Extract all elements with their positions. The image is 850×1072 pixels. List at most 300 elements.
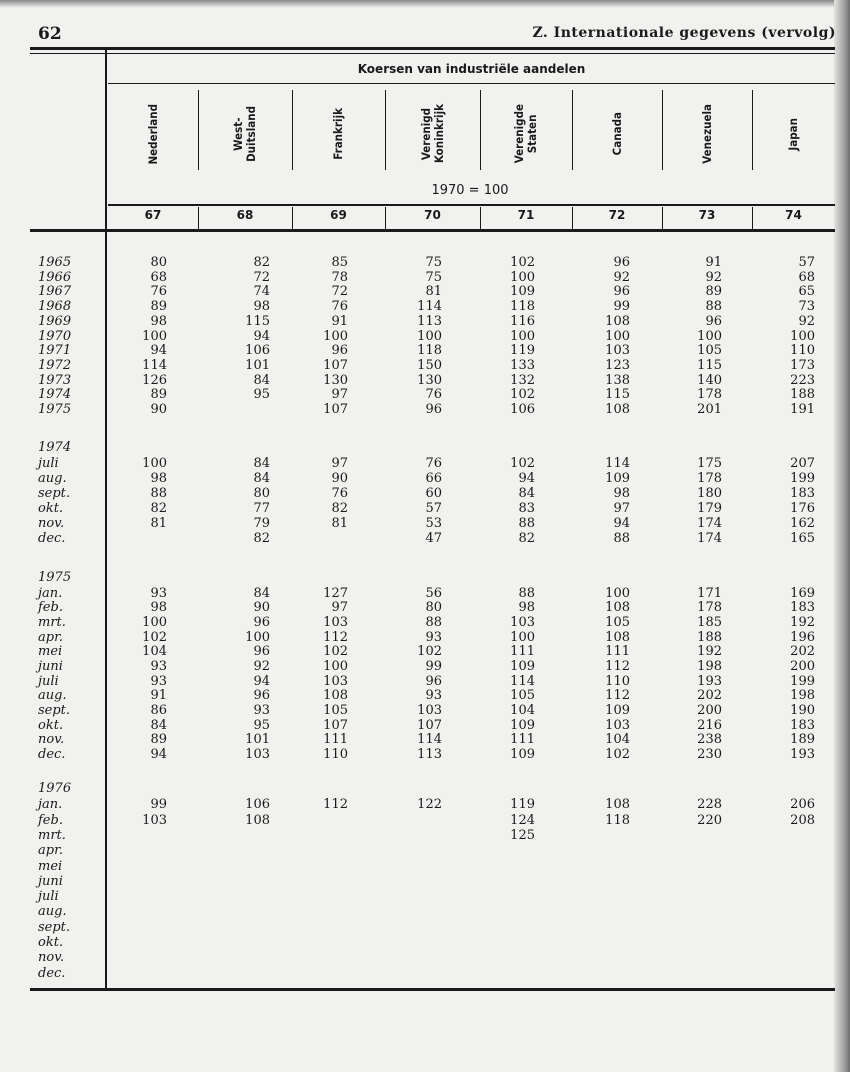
table-cell: 101 — [245, 357, 270, 373]
table-cell: 171 — [697, 585, 722, 601]
table-cell: 80 — [425, 600, 442, 616]
table-cell: 189 — [790, 732, 815, 748]
table-cell: 113 — [417, 313, 442, 329]
table-cell: 202 — [697, 688, 722, 704]
table-cell: 132 — [510, 372, 535, 388]
table-cell: 96 — [331, 343, 348, 359]
table-cell: 94 — [613, 516, 630, 531]
table-cell: 102 — [510, 456, 535, 471]
table-cell: 84 — [518, 486, 535, 501]
table-cell: 102 — [142, 629, 167, 645]
table-cell: 122 — [417, 797, 442, 813]
table-cell: 110 — [790, 343, 815, 359]
row-label: 1975 — [38, 402, 72, 417]
table-cell: 90 — [253, 600, 270, 616]
table-cell: 100 — [323, 328, 348, 344]
row-label: apr. — [38, 843, 63, 859]
table-cell: 75 — [425, 255, 442, 270]
column-header — [752, 88, 835, 180]
table-cell: 109 — [510, 717, 535, 733]
table-cell: 82 — [253, 531, 270, 546]
row-label: okt. — [38, 501, 64, 516]
table-cell: 102 — [417, 644, 442, 660]
column-divider — [662, 90, 663, 170]
row-label: 1971 — [38, 343, 72, 359]
table-cell: 111 — [510, 732, 535, 748]
table-cell: 111 — [510, 644, 535, 660]
table-cell: 97 — [331, 600, 348, 616]
table-cell: 93 — [425, 688, 442, 704]
table-cell: 130 — [323, 372, 348, 388]
table-cell: 57 — [798, 255, 815, 270]
table-cell: 115 — [605, 387, 630, 403]
section-heading: 1974 — [38, 440, 72, 455]
table-cell: 73 — [798, 299, 815, 315]
column-number: 67 — [144, 208, 162, 222]
table-cell: 191 — [790, 402, 815, 417]
table-cell: 100 — [245, 629, 270, 645]
column-number-divider — [198, 207, 199, 229]
table-cell: 96 — [253, 614, 270, 630]
column-header — [108, 88, 198, 180]
column-number: 71 — [517, 208, 535, 222]
table-cell: 169 — [790, 585, 815, 601]
row-label: jan. — [38, 585, 63, 601]
column-divider — [385, 90, 386, 170]
table-cell: 114 — [417, 299, 442, 315]
table-cell: 109 — [510, 284, 535, 300]
column-divider — [292, 90, 293, 170]
table-cell: 60 — [425, 486, 442, 501]
table-cell: 99 — [613, 299, 630, 315]
table-cell: 79 — [253, 516, 270, 531]
table-cell: 109 — [605, 471, 630, 486]
table-cell: 93 — [150, 658, 167, 674]
page-number: 62 — [38, 24, 62, 44]
super-header: Koersen van industriële aandelen — [357, 62, 586, 76]
row-label: dec. — [38, 746, 66, 762]
table-cell: 114 — [417, 732, 442, 748]
table-cell: 102 — [510, 387, 535, 403]
row-label: 1967 — [38, 284, 72, 300]
table-cell: 190 — [790, 702, 815, 718]
table-cell: 174 — [697, 516, 722, 531]
table-cell: 107 — [323, 402, 348, 417]
table-cell: 124 — [510, 812, 535, 828]
table-cell: 86 — [150, 702, 167, 718]
row-label: jan. — [38, 797, 63, 813]
table-cell: 111 — [605, 644, 630, 660]
table-cell: 180 — [697, 486, 722, 501]
table-cell: 208 — [790, 812, 815, 828]
table-cell: 81 — [150, 516, 167, 531]
table-cell: 113 — [417, 746, 442, 762]
scan-top-shadow — [0, 0, 850, 8]
table-cell: 106 — [245, 797, 270, 813]
table-cell: 118 — [605, 812, 630, 828]
row-label: feb. — [38, 600, 63, 616]
table-cell: 108 — [605, 402, 630, 417]
table-cell: 94 — [150, 343, 167, 359]
table-cell: 115 — [697, 357, 722, 373]
table-cell: 98 — [518, 600, 535, 616]
table-cell: 68 — [798, 269, 815, 285]
table-cell: 100 — [605, 328, 630, 344]
table-cell: 108 — [605, 313, 630, 329]
table-cell: 112 — [605, 688, 630, 704]
column-header — [292, 88, 385, 180]
table-cell: 88 — [150, 486, 167, 501]
table-cell: 68 — [150, 269, 167, 285]
table-cell: 81 — [425, 284, 442, 300]
table-cell: 95 — [253, 387, 270, 403]
table-cell: 103 — [245, 746, 270, 762]
table-cell: 183 — [790, 486, 815, 501]
table-cell: 88 — [518, 585, 535, 601]
table-cell: 150 — [417, 357, 442, 373]
table-cell: 173 — [790, 357, 815, 373]
table-cell: 98 — [150, 600, 167, 616]
table-cell: 100 — [510, 269, 535, 285]
table-cell: 126 — [142, 372, 167, 388]
column-divider — [198, 90, 199, 170]
table-cell: 82 — [253, 255, 270, 270]
row-label: juli — [38, 889, 59, 905]
top-rule — [30, 47, 835, 50]
table-cell: 56 — [425, 585, 442, 601]
row-label: mei — [38, 644, 63, 660]
table-cell: 175 — [697, 456, 722, 471]
table-cell: 100 — [510, 328, 535, 344]
row-label: dec. — [38, 531, 66, 546]
table-cell: 90 — [331, 471, 348, 486]
table-cell: 103 — [323, 614, 348, 630]
table-cell: 88 — [613, 531, 630, 546]
table-cell: 76 — [425, 387, 442, 403]
table-cell: 188 — [790, 387, 815, 403]
base-year-note: 1970 = 100 — [431, 183, 509, 198]
table-cell: 162 — [790, 516, 815, 531]
column-number-divider — [662, 207, 663, 229]
table-cell: 198 — [697, 658, 722, 674]
column-number-divider — [752, 207, 753, 229]
table-cell: 74 — [253, 284, 270, 300]
table-cell: 114 — [605, 456, 630, 471]
table-cell: 98 — [613, 486, 630, 501]
table-cell: 178 — [697, 387, 722, 403]
table-cell: 238 — [697, 732, 722, 748]
column-number: 69 — [330, 208, 347, 222]
table-cell: 228 — [697, 797, 722, 813]
table-cell: 96 — [253, 644, 270, 660]
table-cell: 80 — [150, 255, 167, 270]
table-cell: 192 — [697, 644, 722, 660]
table-cell: 94 — [253, 673, 270, 689]
table-cell: 199 — [790, 471, 815, 486]
header-rule — [108, 204, 835, 206]
table-cell: 82 — [150, 501, 167, 516]
bottom-rule — [30, 988, 835, 991]
row-label: sept. — [38, 919, 71, 935]
table-cell: 179 — [697, 501, 722, 516]
table-cell: 97 — [331, 456, 348, 471]
row-label: sept. — [38, 486, 71, 501]
column-header-label: West- Duitsland — [231, 106, 258, 162]
table-cell: 199 — [790, 673, 815, 689]
table-cell: 174 — [697, 531, 722, 546]
table-cell: 107 — [417, 717, 442, 733]
table-cell: 84 — [253, 456, 270, 471]
table-cell: 176 — [790, 501, 815, 516]
table-cell: 103 — [510, 614, 535, 630]
table-cell: 96 — [613, 284, 630, 300]
table-cell: 101 — [245, 732, 270, 748]
table-cell: 76 — [331, 299, 348, 315]
table-cell: 93 — [150, 673, 167, 689]
table-cell: 66 — [425, 471, 442, 486]
table-cell: 89 — [705, 284, 722, 300]
table-cell: 109 — [510, 746, 535, 762]
table-cell: 178 — [697, 600, 722, 616]
row-label: juni — [38, 658, 63, 674]
table-cell: 77 — [253, 501, 270, 516]
table-cell: 92 — [798, 313, 815, 329]
table-cell: 91 — [331, 313, 348, 329]
table-cell: 220 — [697, 812, 722, 828]
table-cell: 91 — [705, 255, 722, 270]
table-cell: 207 — [790, 456, 815, 471]
column-number: 74 — [785, 208, 802, 222]
row-label: 1968 — [38, 299, 72, 315]
table-cell: 94 — [253, 328, 270, 344]
table-cell: 105 — [697, 343, 722, 359]
table-cell: 108 — [605, 797, 630, 813]
table-cell: 84 — [253, 471, 270, 486]
row-label: juli — [38, 673, 59, 689]
table-cell: 80 — [253, 486, 270, 501]
table-cell: 98 — [150, 471, 167, 486]
table-cell: 99 — [150, 797, 167, 813]
table-cell: 216 — [697, 717, 722, 733]
table-cell: 82 — [331, 501, 348, 516]
table-cell: 178 — [697, 471, 722, 486]
top-rule-thin — [30, 53, 835, 54]
table-cell: 105 — [323, 702, 348, 718]
column-number: 70 — [424, 208, 441, 222]
table-cell: 93 — [425, 629, 442, 645]
table-cell: 201 — [697, 402, 722, 417]
section-heading: 1975 — [38, 570, 72, 585]
table-cell: 108 — [323, 688, 348, 704]
table-cell: 94 — [150, 746, 167, 762]
table-cell: 89 — [150, 387, 167, 403]
table-cell: 94 — [518, 471, 535, 486]
column-header-label: Verenigde Staten — [512, 104, 539, 164]
table-cell: 223 — [790, 372, 815, 388]
table-cell: 109 — [510, 658, 535, 674]
row-label: apr. — [38, 629, 63, 645]
table-cell: 125 — [510, 827, 535, 843]
table-cell: 57 — [425, 501, 442, 516]
row-label: 1969 — [38, 313, 72, 329]
table-cell: 103 — [142, 812, 167, 828]
column-header-label: Verenigd Koninkrijk — [418, 104, 446, 164]
table-cell: 103 — [417, 702, 442, 718]
table-cell: 53 — [425, 516, 442, 531]
table-cell: 100 — [323, 658, 348, 674]
table-cell: 92 — [705, 269, 722, 285]
table-cell: 116 — [510, 313, 535, 329]
row-label: nov. — [38, 732, 65, 748]
table-cell: 109 — [605, 702, 630, 718]
table-cell: 104 — [142, 644, 167, 660]
table-cell: 193 — [697, 673, 722, 689]
table-cell: 198 — [790, 688, 815, 704]
table-cell: 89 — [150, 732, 167, 748]
table-cell: 114 — [510, 673, 535, 689]
table-cell: 90 — [150, 402, 167, 417]
row-label: aug. — [38, 904, 67, 920]
row-label: 1973 — [38, 372, 72, 388]
column-header — [662, 88, 752, 180]
column-header — [198, 88, 292, 180]
table-cell: 123 — [605, 357, 630, 373]
column-number-divider — [480, 207, 481, 229]
table-cell: 103 — [323, 673, 348, 689]
table-cell: 84 — [253, 585, 270, 601]
table-cell: 108 — [605, 629, 630, 645]
row-label: 1972 — [38, 357, 72, 373]
column-header-label: Canada — [609, 112, 624, 156]
column-header — [480, 88, 572, 180]
table-cell: 185 — [697, 614, 722, 630]
table-cell: 183 — [790, 717, 815, 733]
table-cell: 110 — [323, 746, 348, 762]
column-divider — [752, 90, 753, 170]
table-cell: 100 — [142, 456, 167, 471]
column-number-divider — [385, 207, 386, 229]
table-cell: 102 — [510, 255, 535, 270]
row-label: 1965 — [38, 255, 72, 270]
table-cell: 103 — [605, 343, 630, 359]
table-cell: 75 — [425, 269, 442, 285]
row-label: 1970 — [38, 328, 72, 344]
table-cell: 76 — [331, 486, 348, 501]
table-cell: 91 — [150, 688, 167, 704]
table-cell: 110 — [605, 673, 630, 689]
table-cell: 89 — [150, 299, 167, 315]
column-header-label: Venezuela — [699, 104, 714, 164]
table-cell: 65 — [798, 284, 815, 300]
table-cell: 119 — [510, 797, 535, 813]
row-label: mei — [38, 858, 63, 874]
table-cell: 206 — [790, 797, 815, 813]
table-cell: 100 — [697, 328, 722, 344]
table-cell: 118 — [417, 343, 442, 359]
table-cell: 100 — [605, 585, 630, 601]
table-cell: 103 — [605, 717, 630, 733]
table-cell: 96 — [705, 313, 722, 329]
table-cell: 47 — [425, 531, 442, 546]
table-cell: 200 — [790, 658, 815, 674]
table-cell: 104 — [605, 732, 630, 748]
table-cell: 230 — [697, 746, 722, 762]
table-cell: 108 — [605, 600, 630, 616]
table-cell: 105 — [510, 688, 535, 704]
column-number: 72 — [608, 208, 626, 222]
section-heading: 1976 — [38, 781, 72, 796]
table-cell: 92 — [613, 269, 630, 285]
table-cell: 102 — [605, 746, 630, 762]
table-cell: 76 — [150, 284, 167, 300]
column-number-rule — [30, 229, 835, 232]
table-cell: 112 — [323, 797, 348, 813]
table-cell: 72 — [331, 284, 348, 300]
table-cell: 192 — [790, 614, 815, 630]
table-cell: 97 — [613, 501, 630, 516]
table-cell: 104 — [510, 702, 535, 718]
table-cell: 88 — [518, 516, 535, 531]
column-divider — [480, 90, 481, 170]
table-cell: 96 — [425, 673, 442, 689]
table-cell: 130 — [417, 372, 442, 388]
row-label: dec. — [38, 965, 66, 981]
column-header — [572, 88, 662, 180]
table-cell: 106 — [245, 343, 270, 359]
scan-right-edge — [834, 0, 850, 1072]
table-cell: 96 — [425, 402, 442, 417]
table-cell: 100 — [417, 328, 442, 344]
table-cell: 202 — [790, 644, 815, 660]
row-label: juli — [38, 456, 59, 471]
table-cell: 100 — [510, 629, 535, 645]
table-cell: 92 — [253, 658, 270, 674]
table-cell: 133 — [510, 357, 535, 373]
column-number-divider — [572, 207, 573, 229]
row-label: 1974 — [38, 387, 72, 403]
table-cell: 82 — [518, 531, 535, 546]
column-divider — [572, 90, 573, 170]
table-cell: 111 — [323, 732, 348, 748]
table-cell: 88 — [705, 299, 722, 315]
row-label: nov. — [38, 516, 65, 531]
table-cell: 193 — [790, 746, 815, 762]
table-cell: 84 — [253, 372, 270, 388]
table-cell: 118 — [510, 299, 535, 315]
table-cell: 85 — [331, 255, 348, 270]
table-cell: 97 — [331, 387, 348, 403]
table-cell: 96 — [253, 688, 270, 704]
table-cell: 106 — [510, 402, 535, 417]
table-cell: 183 — [790, 600, 815, 616]
row-label: feb. — [38, 812, 63, 828]
table-cell: 114 — [142, 357, 167, 373]
table-cell: 105 — [605, 614, 630, 630]
table-cell: 102 — [323, 644, 348, 660]
table-cell: 108 — [245, 812, 270, 828]
table-cell: 107 — [323, 357, 348, 373]
row-label: nov. — [38, 950, 65, 966]
super-header-rule — [108, 83, 835, 84]
table-cell: 100 — [142, 614, 167, 630]
table-cell: 100 — [790, 328, 815, 344]
row-label: 1966 — [38, 269, 72, 285]
table-cell: 84 — [150, 717, 167, 733]
table-cell: 81 — [331, 516, 348, 531]
row-label: aug. — [38, 471, 67, 486]
column-header — [385, 88, 480, 180]
table-cell: 140 — [697, 372, 722, 388]
